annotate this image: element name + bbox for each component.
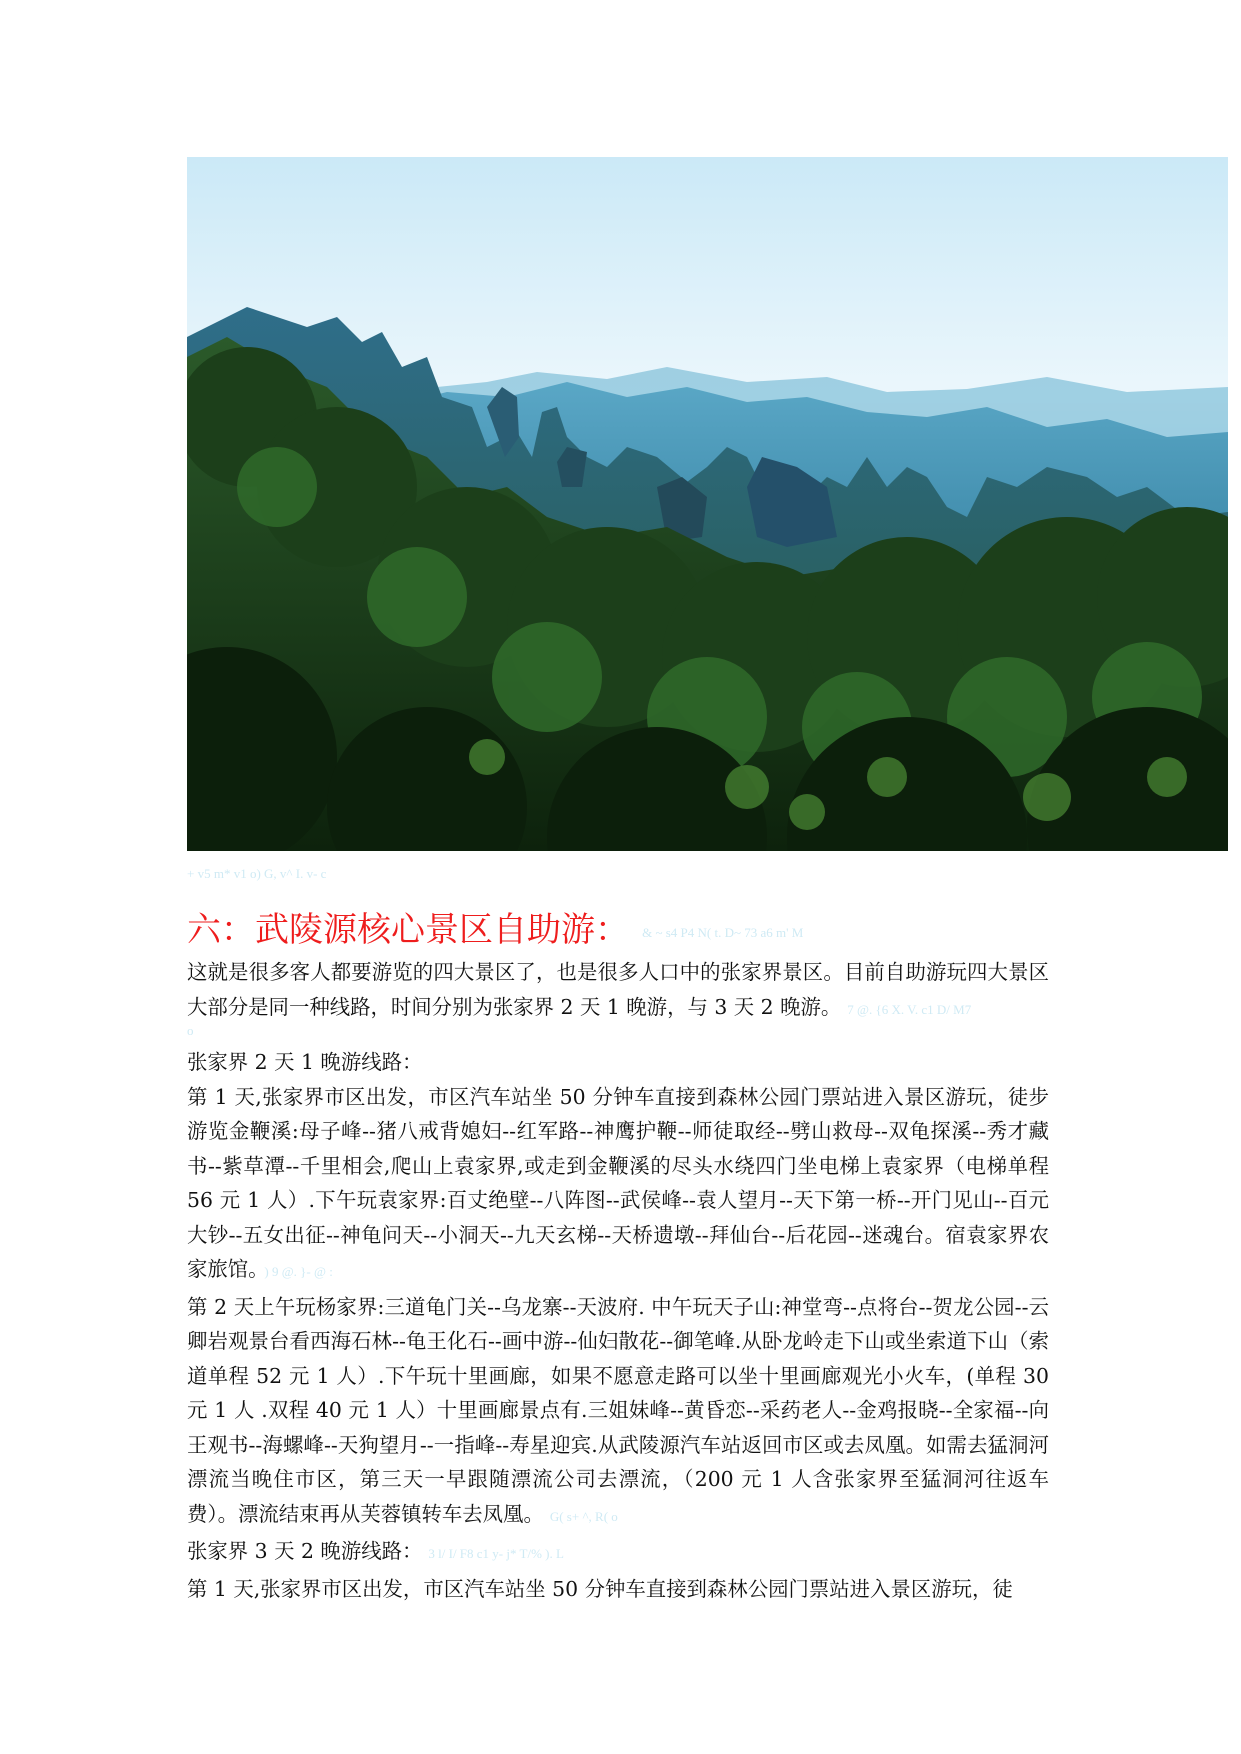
- section-heading: [187, 902, 1237, 951]
- paragraph-text: 第 1 天,张家界市区出发，市区汽车站坐 50 分钟车直接到森林公园门票站进入景区游玩，徒: [187, 1576, 1013, 1601]
- paragraph-watermark: 3 l/ I/ F8 c1 y- j* T/% ). L: [428, 1546, 564, 1561]
- article-body: [187, 955, 1049, 1606]
- paragraph-watermark: 7 @. {6 X. V. c1 D/ M7: [847, 1001, 972, 1017]
- paragraph-text: 第 1 天,张家界市区出发，市区汽车站坐 50 分钟车直接到森林公园门票站进入景区游玩，徒步游览金鞭溪:母子峰--猪八戒背媳妇--红军路--神鹰护鞭--师徒取经--劈山救母--双龟探溪--秀才藏书--紫草潭--千里相会,爬山上袁家界,或走到金鞭溪的尽头水绕四门坐电梯上袁家界（电梯单程 56 元 1 人）.下午玩袁家界:百丈绝壁--八阵图--武侯峰--袁人望月--天下第一桥--开门见山--百元大钞--五女出征--神龟问天--小洞天--九天玄梯--天桥遗墩--拜仙台--后花园--迷魂台。宿袁家界农家旅馆。: [187, 1084, 1049, 1281]
- section-heading-text: 六：武陵源核心景区自助游：: [187, 910, 629, 950]
- paragraph-watermark: G( s+ ^, R( o: [549, 1508, 618, 1524]
- mountain-landscape-photo-icon: [187, 157, 1228, 851]
- route-2day-title: [187, 1045, 1049, 1080]
- paragraph-text: 张家界 2 天 1 晚游线路：: [187, 1050, 423, 1074]
- paragraph-text: 这就是很多客人都要游览的四大景区了，也是很多人口中的张家界景区。目前自助游玩四大景区大部分是同一种线路，时间分别为张家界 2 天 1 晚游，与 3 天 2 晚游。: [187, 960, 1049, 1019]
- route-3day-day1: [187, 1572, 1049, 1607]
- intro-paragraph: [187, 955, 1049, 1027]
- heading-watermark: & ~ s4 P4 N( t. D~ 73 a6 m' M: [642, 925, 804, 940]
- scenery-photo: [187, 157, 1228, 851]
- route-3day-title: [187, 1534, 1049, 1572]
- paragraph-text: 张家界 3 天 2 晚游线路：: [187, 1539, 423, 1563]
- paragraph-watermark-tail: o: [187, 1023, 194, 1038]
- caption-watermark: + v5 m* v1 o) G, v^ I. v- c: [187, 866, 327, 881]
- paragraph-watermark: ) 9 @. }- @ :: [264, 1264, 333, 1279]
- route-2day-day1: [187, 1080, 1049, 1290]
- route-2day-day2: [187, 1290, 1049, 1535]
- paragraph-text: 第 2 天上午玩杨家界:三道龟门关--乌龙寨--天波府. 中午玩天子山:神堂弯--点将台--贺龙公园--云卿岩观景台看西海石林--龟王化石--画中游--仙妇散花--御笔峰.从卧龙岭走下山或坐索道下山（索道单程 52 元 1 人）.下午玩十里画廊，如果不愿意走路可以坐十里画廊观光小火车，(单程 30 元 1 人 .双程 40 元 1 人）十里画廊景点有.三姐妹峰--黄昏恋--采药老人--金鸡报晓--全家福--向王观书--海螺峰--天狗望月--一指峰--寿星迎宾.从武陵源汽车站返回市区或去凤凰。如需去猛洞河漂流当晚住市区，第三天一早跟随漂流公司去漂流，（200 元 1 人含张家界至猛洞河往返车费）。漂流结束再从芙蓉镇转车去凤凰。: [187, 1294, 1049, 1526]
